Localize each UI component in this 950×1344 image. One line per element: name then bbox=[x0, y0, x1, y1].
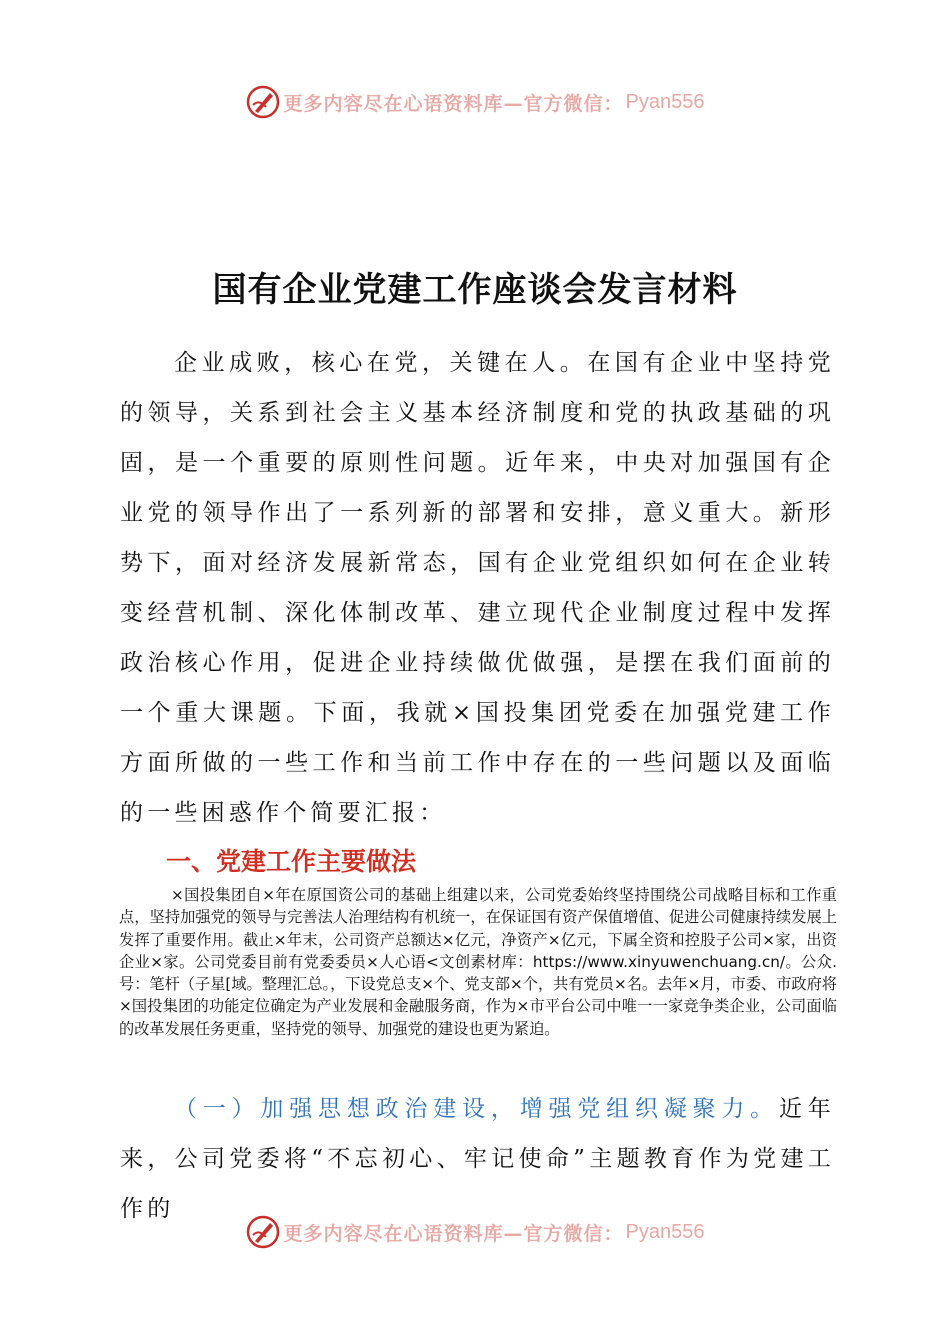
footer-watermark-banner bbox=[0, 1212, 950, 1252]
intro-paragraph: 企业成败，核心在党，关键在人。在国有企业中坚持党的领导，关系到社会主义基本经济制度和党的执政基础的巩固，是一个重要的原则性问题。近年来，中央对加强国有企业党的领导作出了一系列新的部署和安排，意义重大。新形势下，面对经济发展新常态，国有企业党组织如何在企业转变经营机制、深化体制改革、建立现代企业制度过程中发挥政治核心作用，促进企业持续做优做强，是摆在我们面前的一个重大课题。下面，我就×国投集团党委在加强党建工作方面所做的一些工作和当前工作中存在的一些问题以及面临的一些困惑作个简要汇报： bbox=[120, 350, 835, 826]
header-watermark-banner bbox=[0, 82, 950, 122]
banner-wechat-id: Pyan556 bbox=[625, 90, 705, 113]
quill-logo-icon bbox=[246, 1215, 280, 1249]
banner-text: 更多内容尽在心语资料库—官方微信： bbox=[283, 92, 624, 115]
section1-paragraph: ×国投集团自×年在原国资公司的基础上组建以来，公司党委始终坚持围绕公司战略目标和工作重点，坚持加强党的领导与完善法人治理结构有机统一，在保证国有资产保值增值、促进公司健康持续发展上发挥了重要作用。截止×年末，公司资产总额达×亿元，净资产×亿元，下属全资和控股子公司×家，出资企业×家。公司党委目前有党委委员×人心语<文创素材库：https://www.xinyuwenchuang.cn/。公众.号：笔杆（子星[域。整理汇总。，下设党总支×个、党支部×个，共有党员×名。去年×月，市委、市政府将×国投集团的功能定位确定为产业发展和金融服务商，作为×市平台公司中唯一一家竞争类企业，公司面临的改革发展任务更重，坚持党的领导、加强党的建设也更为紧迫。 bbox=[119, 886, 837, 1038]
banner-text: 更多内容尽在心语资料库—官方微信： bbox=[283, 1222, 624, 1245]
document-title: 国有企业党建工作座谈会发言材料 bbox=[212, 270, 738, 310]
section-heading-1: 一、党建工作主要做法 bbox=[166, 847, 417, 876]
banner-wechat-id: Pyan556 bbox=[625, 1220, 705, 1243]
quill-logo-icon bbox=[246, 85, 280, 119]
subsection1-text: 近年来，公司党委将“不忘初心、牢记使命”主题教育作为党建工作的 bbox=[120, 1096, 835, 1222]
subsection-heading-1: （一）加强思想政治建设，增强党组织凝聚力。 bbox=[174, 1096, 779, 1122]
